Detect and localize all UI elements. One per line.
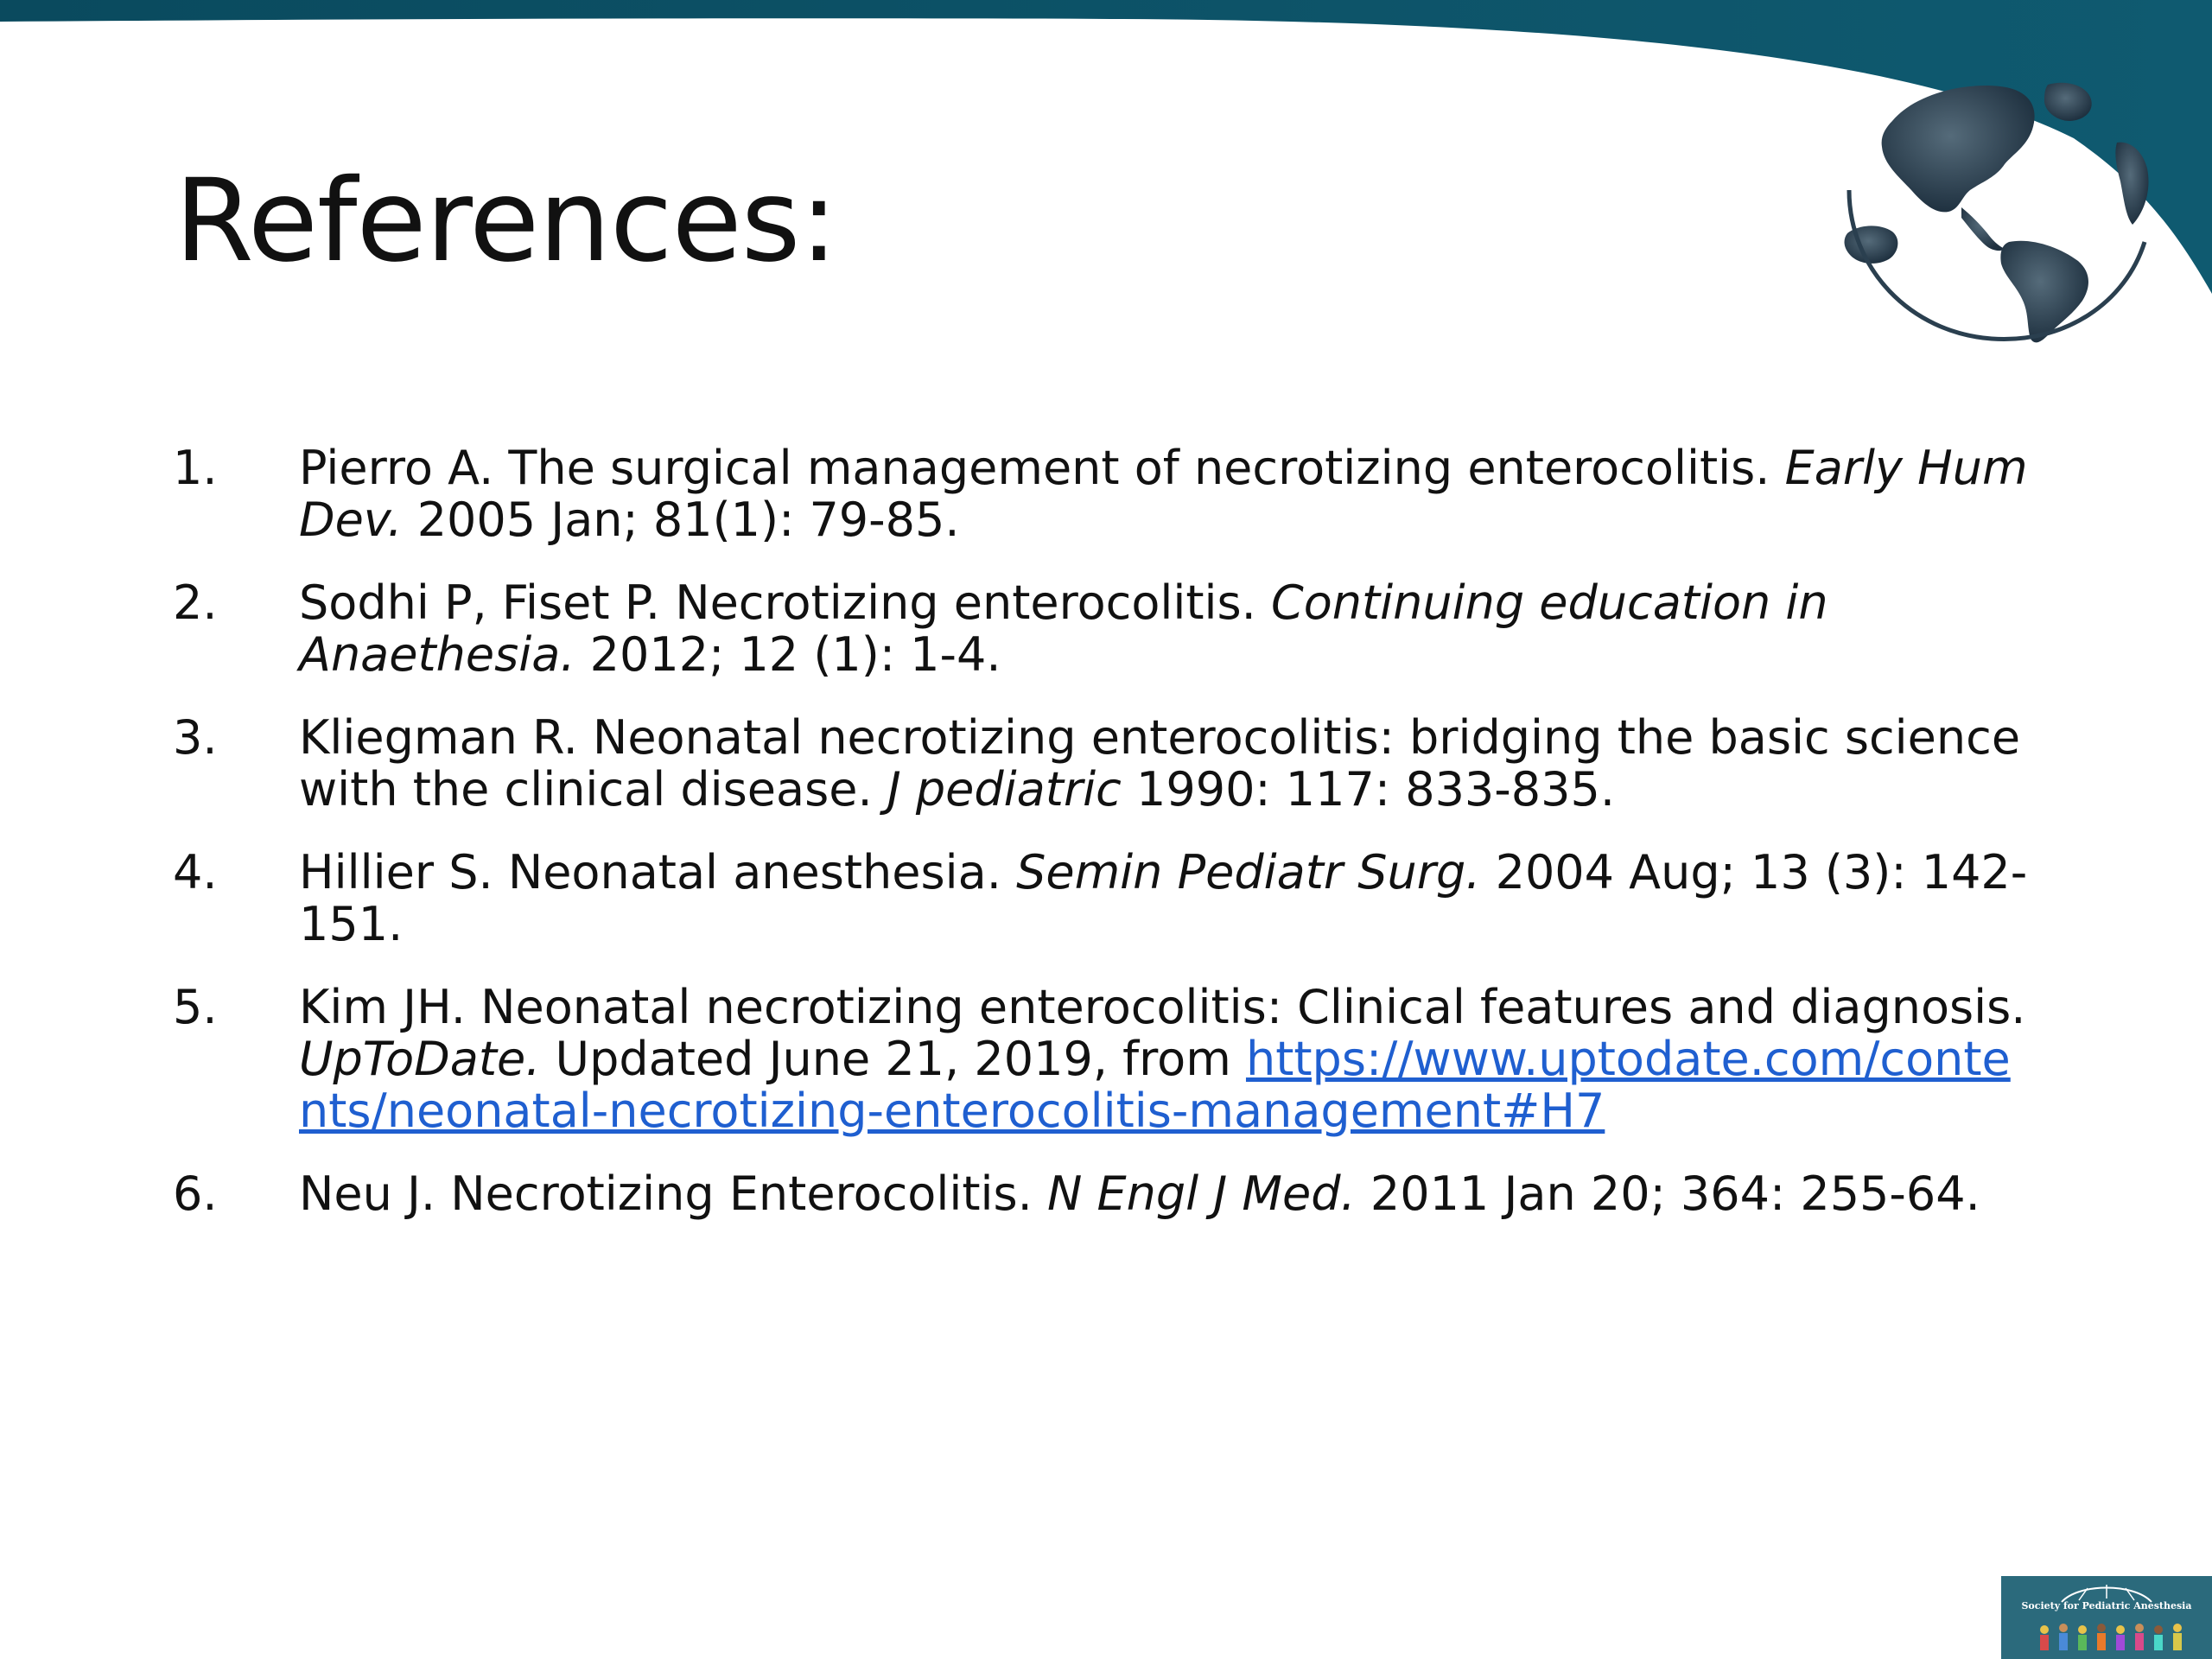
reference-number: 2.	[173, 575, 218, 630]
reference-details: 2004 Aug; 13 (3): 142-151.	[299, 845, 2028, 951]
continent-north-america	[1882, 86, 2035, 212]
reference-journal: Continuing education in Anaethesia.	[299, 575, 1828, 682]
list-item-reference-6	[173, 1168, 2039, 1220]
list-item-reference-2	[173, 577, 2039, 681]
continent-central-america	[1961, 207, 2005, 251]
reference-authors: Kliegman R. Neonatal necrotizing enterocolitis: bridging the basic science with the clinical disease.	[299, 710, 2021, 817]
reference-number: 6.	[173, 1166, 218, 1221]
reference-number: 1.	[173, 441, 218, 495]
reference-authors: Kim JH. Neonatal necrotizing enterocolitis: Clinical features and diagnosis.	[299, 980, 2026, 1034]
logo-text: Society for Pediatric Anesthesia	[2021, 1600, 2192, 1611]
reference-details: 2005 Jan; 81(1): 79-85.	[402, 493, 960, 547]
reference-list	[173, 442, 2039, 1251]
list-item-reference-5	[173, 982, 2039, 1137]
reference-number: 4.	[173, 845, 218, 899]
globe-rim	[1849, 190, 2145, 340]
reference-journal: Semin Pediatr Surg.	[1016, 845, 1481, 899]
continent-south-america	[2000, 241, 2088, 343]
reference-link[interactable]: https://www.uptodate.com/contents/neonatal-necrotizing-enterocolitis-management#H7	[299, 1032, 2011, 1138]
reference-journal: Early Hum Dev.	[299, 441, 2028, 547]
continent-australia	[1845, 226, 1898, 264]
society-logo	[2001, 1576, 2212, 1659]
reference-journal: J pediatric	[887, 762, 1122, 817]
globe-icon	[1832, 60, 2152, 346]
reference-number: 3.	[173, 710, 218, 765]
reference-details: Updated June 21, 2019, from	[540, 1032, 1246, 1086]
list-item-reference-4	[173, 847, 2039, 950]
logo-children-figures	[2040, 1624, 2182, 1650]
reference-details: 2011 Jan 20; 364: 255-64.	[1355, 1166, 1980, 1221]
page-title: References:	[175, 155, 837, 288]
reference-authors: Sodhi P, Fiset P. Necrotizing enterocolitis.	[299, 575, 1272, 630]
reference-authors: Pierro A. The surgical management of necrotizing enterocolitis.	[299, 441, 1785, 495]
reference-journal: N Engl J Med.	[1046, 1166, 1356, 1221]
reference-authors: Neu J. Necrotizing Enterocolitis.	[299, 1166, 1047, 1221]
reference-journal: UpToDate.	[299, 1032, 541, 1086]
reference-details: 2012; 12 (1): 1-4.	[575, 627, 1001, 682]
logo-graphic	[2001, 1576, 2212, 1659]
list-item-reference-1	[173, 442, 2039, 546]
reference-number: 5.	[173, 980, 218, 1034]
reference-details: 1990: 117: 833-835.	[1121, 762, 1616, 817]
reference-authors: Hillier S. Neonatal anesthesia.	[299, 845, 1017, 899]
logo-globe-lines	[2079, 1585, 2134, 1600]
list-item-reference-3	[173, 712, 2039, 816]
continent-greenland	[2044, 83, 2092, 121]
continent-africa-edge	[2115, 143, 2148, 225]
